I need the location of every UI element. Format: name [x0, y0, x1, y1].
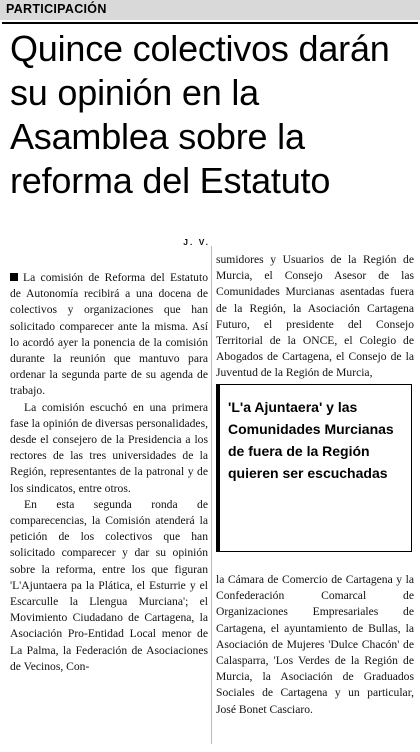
paragraph-3: En esta segunda ronda de comparecencias, la Comisión atenderá la petición de los colectivos que han solicitado comparecer y dar su opinión sobre la reforma, entre los que figuran 'L'Ajuntaera pa la Plática, el Esturrie y el Escarculle la Llengua Murciana'; el Movimiento Ciudadano de Cartagena, la Asociación Pro-Entidad Local menor de La Palma, la Federación de Asociaciones de Vecinos, Con-	[10, 497, 208, 673]
paragraph-5: la Cámara de Comercio de Cartagena y la Confederación Comarcal de Organizaciones Empresariales de Cartagena, el ayuntamiento de Bullas, la Asociación de Mujeres 'Dulce Chacón' de Calasparra, 'Los Verdes de la Región de Murcia, la Asociación de Graduados Sociales de Cartagena y un particular, José Bonet Casciaro.	[216, 573, 414, 716]
section-label: PARTICIPACIÓN	[6, 2, 107, 16]
byline: J. V.	[183, 237, 210, 247]
article-column-2-bottom	[216, 572, 414, 746]
paragraph-1-text: La comisión de Reforma del Estatuto de Autonomía recibirá a una docena de colectivos y organizaciones que han solicitado comparecer ante la misma. Así lo acordó ayer la ponencia de la comisión durante la reunión que mantuvo para ordenar la segunda parte de su agenda de trabajo.	[10, 271, 208, 398]
pull-quote-text: 'L'a Ajuntaera' y las Comunidades Murcianas de fuera de la Región quieren ser escuchadas	[228, 399, 394, 481]
pull-quote-bar	[216, 384, 220, 552]
paragraph-4: sumidores y Usuarios de la Región de Murcia, el Consejo Asesor de las Comunidades Murcianas asentadas fuera de la Región, la Asociación Cartagena Futuro, el presidente del Consejo Territorial de la ONCE, el Colegio de Abogados de Cartagena, el Consejo de la Juventud de la Región de Murcia,	[216, 253, 414, 380]
top-rule	[2, 22, 418, 24]
bullet-square-icon	[10, 273, 18, 281]
headline: Quince colectivos darán su opinión en la Asamblea sobre la reforma del Estatuto	[10, 28, 390, 201]
column-divider	[211, 246, 212, 744]
paragraph-2: La comisión escuchó en una primera fase la opinión de diversas personalidades, desde el consejero de la Presidencia a los rectores de las tres universidades de la Región, representantes de la patronal y de los sindicatos, entre otros.	[10, 400, 208, 495]
article-column-2-top	[216, 252, 414, 380]
paragraph-1	[10, 270, 208, 400]
article-column-1	[10, 270, 208, 746]
